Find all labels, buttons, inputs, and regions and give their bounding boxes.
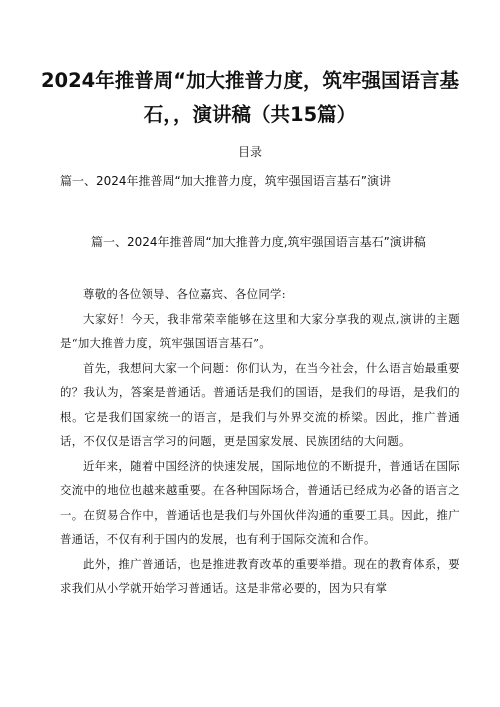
paragraph-1: 大家好！今天，我非常荣幸能够在这里和大家分享我的观点,演讲的主题是“加大推普力度，筑牢强国语言基石”。 xyxy=(60,311,460,350)
toc-heading: 目录 xyxy=(237,145,262,159)
paragraph-4: 此外，推广普通话，也是推进教育改革的重要举措。现在的教育体系，要求我们从小学就开始学习普通话。这是非常必要的，因为只有掌 xyxy=(60,556,460,595)
section-heading: 篇一、2024年推普周“加大推普力度,筑牢强国语言基石”演讲稿 xyxy=(91,235,426,249)
paragraph-salutation: 尊敬的各位领导、各位嘉宾、各位同学: xyxy=(83,287,286,301)
document-body xyxy=(60,282,460,601)
paragraph-3: 近年来，随着中国经济的快速发展，国际地位的不断提升，普通话在国际交流中的地位也越来越重要。在各种国际场合，普通话已经成为必备的语言之一。在贸易合作中，普通话也是我们与外国伙伴沟通的重要工具。因此，推广普通话，不仅有利于国内的发展，也有利于国际交流和合作。 xyxy=(60,458,460,546)
document-title: 2024年推普周“加大推普力度，筑牢强国语言基石，，演讲稿（共15篇） xyxy=(40,69,460,126)
toc-item-1[interactable]: 篇一、2024年推普周“加大推普力度，筑牢强国语言基石”演讲 xyxy=(60,174,391,188)
paragraph-2: 首先，我想问大家一个问题：你们认为，在当今社会，什么语言始最重要的？我认为，答案是普通话。普通话是我们的国语，是我们的母语，是我们的根。它是我们国家统一的语言，是我们与外界交流的桥梁。因此，推广普通话，不仅仅是语言学习的问题，更是国家发展、民族团结的大问题。 xyxy=(60,360,460,448)
